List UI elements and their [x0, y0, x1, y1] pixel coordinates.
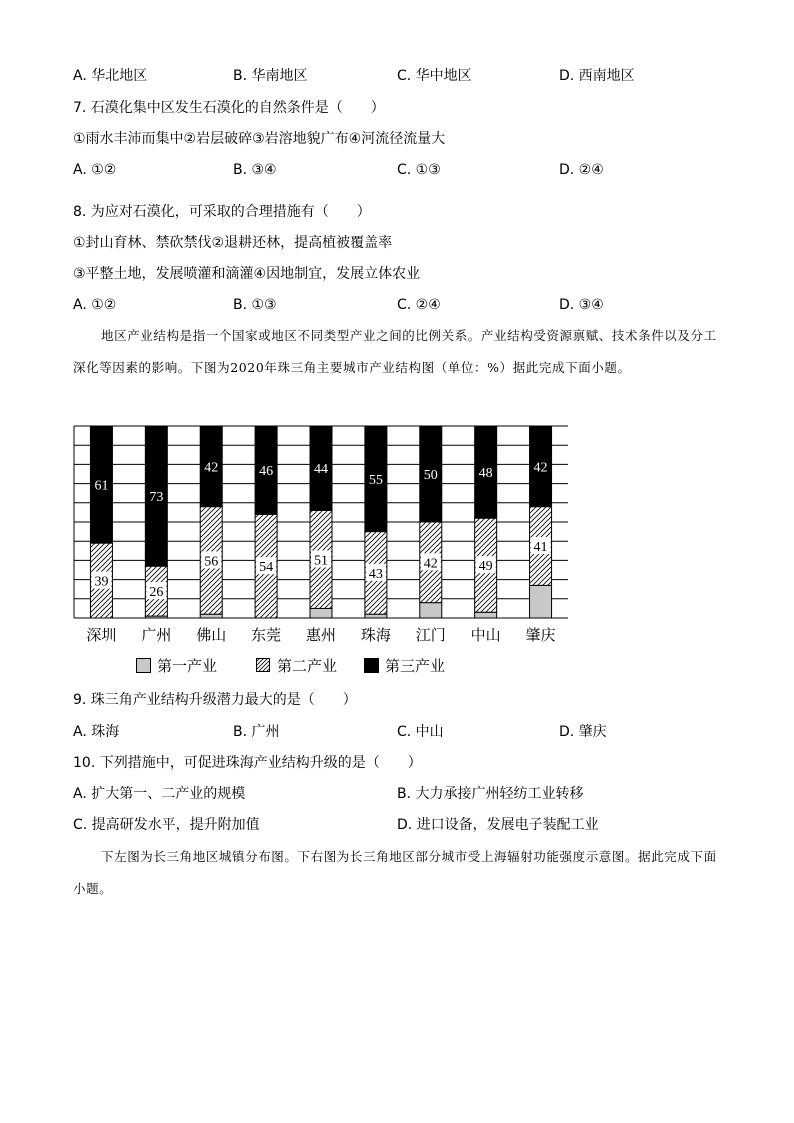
q7-statement: ①雨水丰沛而集中②岩层破碎③岩溶地貌广布④河流径流量大 — [73, 131, 446, 147]
q10-options-row1 — [73, 784, 713, 804]
q9-option-d[interactable]: D. 肇庆 — [559, 724, 607, 740]
q9-option-b[interactable]: B. 广州 — [233, 724, 280, 740]
bar-segment-primary — [475, 612, 497, 618]
q8-option-b[interactable]: B. ①③ — [233, 297, 277, 313]
category-label: 深圳 — [86, 626, 117, 644]
category-label: 江门 — [415, 626, 446, 644]
data-label-tertiary: 42 — [533, 460, 548, 476]
industry-structure-chart — [70, 418, 570, 650]
category-label: 肇庆 — [525, 626, 556, 644]
data-label-secondary: 56 — [204, 554, 219, 570]
legend-item-tertiary — [364, 656, 445, 676]
q8-option-a[interactable]: A. ①② — [73, 297, 117, 313]
q9-stem: 9. 珠三角产业结构升级潜力最大的是（ ） — [73, 692, 357, 708]
category-label: 中山 — [470, 626, 501, 644]
q9-option-a[interactable]: A. 珠海 — [73, 724, 120, 740]
q10-options-row2 — [73, 815, 713, 835]
q10-option-a[interactable]: A. 扩大第一、二产业的规模 — [73, 786, 246, 802]
q10-option-d[interactable]: D. 进口设备，发展电子装配工业 — [397, 817, 599, 833]
q7-option-c[interactable]: C. ①③ — [397, 162, 441, 178]
q7-stem: 7. 石漠化集中区发生石漠化的自然条件是（ ） — [73, 100, 385, 116]
data-label-secondary: 26 — [149, 585, 164, 601]
legend-label-secondary: 第二产业 — [277, 657, 338, 675]
data-label-tertiary: 44 — [314, 462, 328, 478]
q6-option-c[interactable]: C. 华中地区 — [397, 68, 472, 84]
bar-segment-primary — [200, 614, 222, 618]
category-label: 东莞 — [251, 626, 282, 644]
legend-item-secondary — [256, 656, 337, 676]
legend-label-tertiary: 第三产业 — [385, 657, 446, 675]
q6-option-a[interactable]: A. 华北地区 — [73, 68, 148, 84]
q8-options — [73, 295, 713, 315]
data-label-secondary: 39 — [94, 574, 109, 590]
data-label-secondary: 54 — [259, 560, 274, 576]
q9-option-c[interactable]: C. 中山 — [397, 724, 444, 740]
bar-segment-primary — [310, 608, 332, 618]
legend-item-primary — [136, 656, 217, 676]
q9-options — [73, 722, 713, 742]
q8-stem: 8. 为应对石漠化，可采取的合理措施有（ ） — [73, 204, 371, 220]
q7-option-d[interactable]: D. ②④ — [559, 162, 604, 178]
data-label-tertiary: 50 — [423, 468, 438, 483]
legend-swatch-secondary — [256, 658, 271, 673]
category-label: 珠海 — [360, 626, 391, 644]
data-label-tertiary: 46 — [259, 464, 274, 480]
q8-option-d[interactable]: D. ③④ — [559, 297, 604, 313]
q7-option-b[interactable]: B. ③④ — [233, 162, 277, 178]
data-label-tertiary: 48 — [478, 466, 493, 482]
category-label: 惠州 — [305, 626, 337, 644]
q10-stem: 10. 下列措施中，可促进珠海产业结构升级的是（ ） — [73, 755, 422, 771]
passage-industry-structure: 地区产业结构是指一个国家或地区不同类型产业之间的比例关系。产业结构受资源禀赋、技术条件以及分工深化等因素的影响。下图为2020年珠三角主要城市产业结构图（单位：%）据此完成下面小题。 — [73, 328, 717, 375]
bar-segment-primary — [420, 603, 442, 618]
data-label-tertiary: 42 — [204, 460, 219, 476]
q8-statement-1: ①封山育林、禁砍禁伐②退耕还林，提高植被覆盖率 — [73, 235, 393, 251]
legend-swatch-primary — [136, 658, 151, 673]
legend-label-primary: 第一产业 — [157, 657, 218, 675]
data-label-secondary: 49 — [478, 559, 493, 575]
data-label-secondary: 42 — [423, 556, 438, 572]
q8-statement-2: ③平整土地，发展喷灌和滴灌④因地制宜，发展立体农业 — [73, 266, 421, 282]
q10-option-b[interactable]: B. 大力承接广州轻纺工业转移 — [397, 786, 584, 802]
category-label: 广州 — [141, 626, 172, 644]
data-label-tertiary: 55 — [368, 472, 383, 488]
q7-options — [73, 160, 713, 180]
bar-segment-primary — [530, 585, 552, 618]
q6-options — [73, 66, 713, 86]
q8-option-c[interactable]: C. ②④ — [397, 297, 441, 313]
legend-swatch-tertiary — [364, 658, 379, 673]
q7-option-a[interactable]: A. ①② — [73, 162, 117, 178]
data-label-tertiary: 73 — [149, 490, 164, 506]
category-label: 佛山 — [196, 626, 227, 644]
data-label-secondary: 51 — [314, 553, 328, 569]
data-label-secondary: 41 — [533, 540, 548, 555]
data-label-tertiary: 61 — [94, 478, 109, 494]
q10-option-c[interactable]: C. 提高研发水平，提升附加值 — [73, 817, 260, 833]
data-label-secondary: 43 — [368, 566, 383, 582]
q6-option-b[interactable]: B. 华南地区 — [233, 68, 308, 84]
passage-yangtze-delta: 下左图为长三角地区城镇分布图。下右图为长三角地区部分城市受上海辐射功能强度示意图。据此完成下面小题。 — [73, 849, 717, 896]
q6-option-d[interactable]: D. 西南地区 — [559, 68, 635, 84]
bar-segment-primary — [365, 614, 387, 618]
